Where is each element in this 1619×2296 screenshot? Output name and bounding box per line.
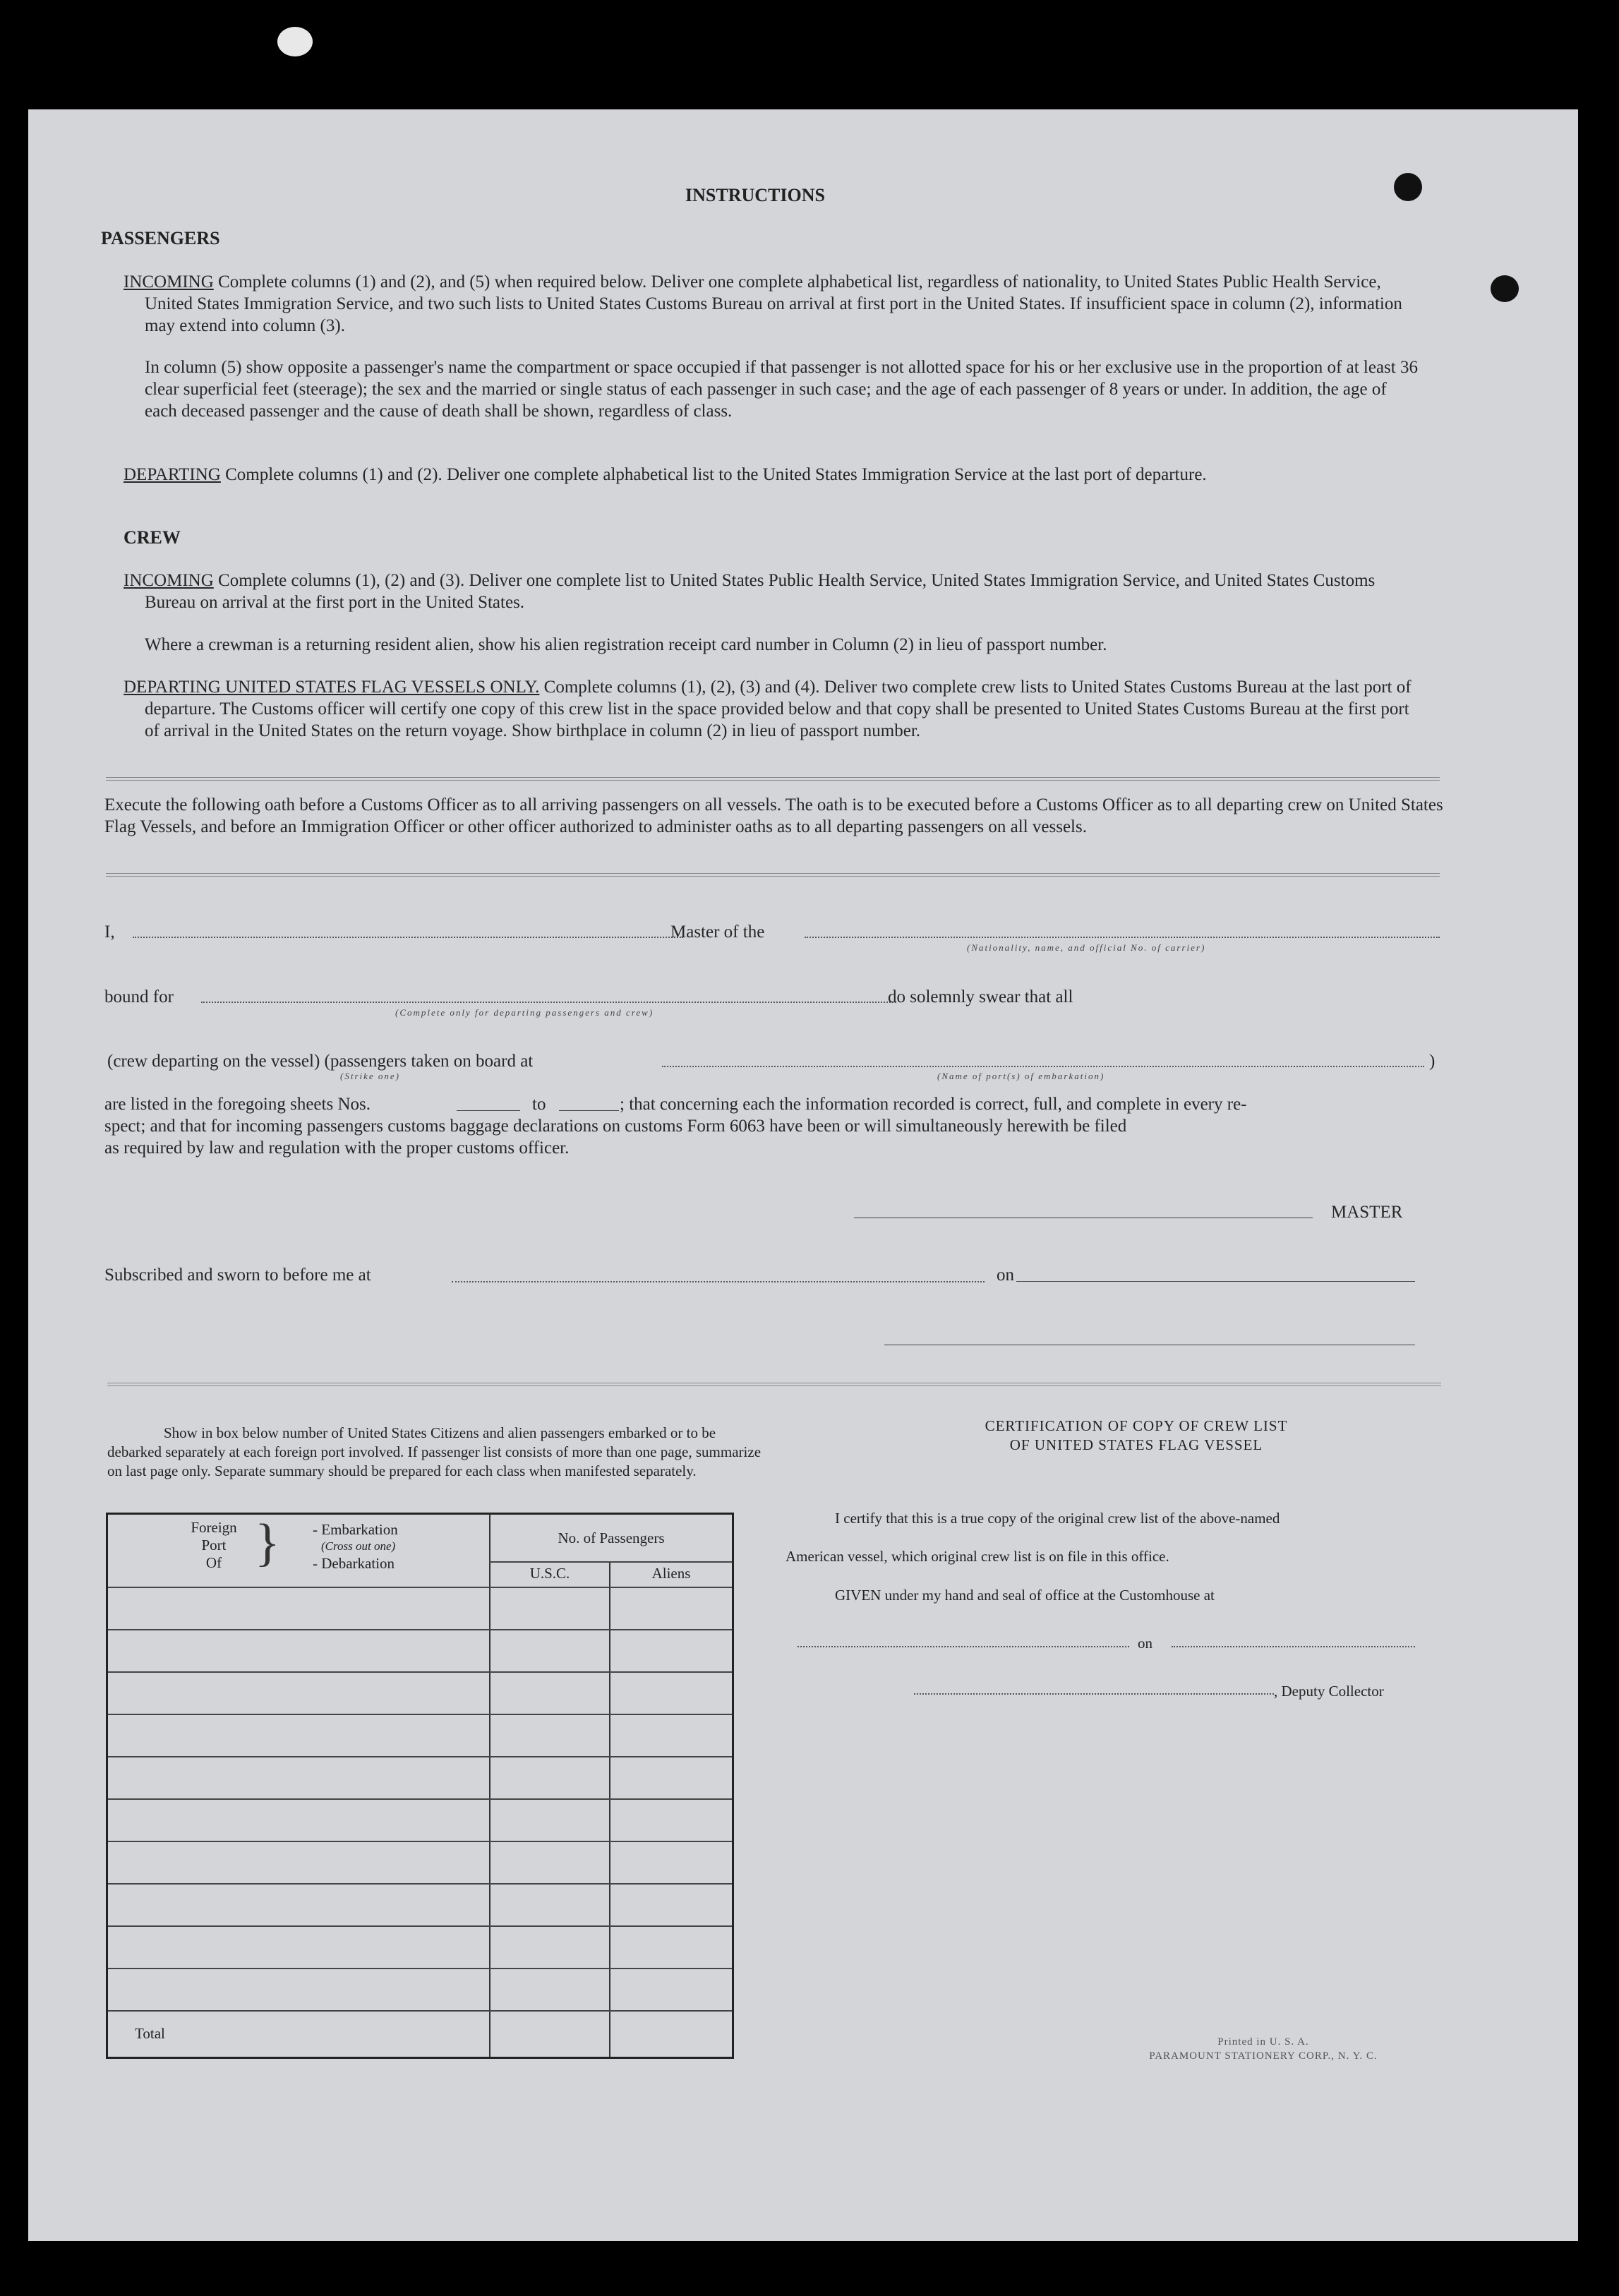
divider [106,873,1440,877]
deputy-signature-line[interactable] [914,1693,1274,1695]
passengers-incoming-text: Complete columns (1) and (2), and (5) when required below. Deliver one complete alphabetical list, regardless of nationality, to United States Public Health Service, United States Immigration Service, and two such lists to United States Customs Bureau on arrival at first port in the United States. If insufficient space in column (2), information may extend into column (3). [145,272,1402,335]
crew-alien-paragraph: Where a crewman is a returning resident alien, show his alien registration receipt card number in Column (2) in lieu of passport number. [145,635,1107,654]
table-row-line [108,1798,732,1800]
table-row-line [108,1756,732,1757]
passengers-departing-label: DEPARTING [124,465,221,484]
passengers-incoming-paragraph [124,271,1419,337]
divider [106,777,1440,781]
oath-line3: as required by law and regulation with the proper customs officer. [104,1138,570,1158]
certification-on-label: on [1138,1635,1152,1652]
table-row-line [108,1968,732,1969]
sheet-to-line[interactable] [559,1110,619,1111]
divider [107,1383,1441,1386]
printer-imprint: Printed in U. S. A. PARAMOUNT STATIONERY CORP., N. Y. C. [1149,2036,1378,2062]
table-row-line [108,1883,732,1885]
foreign-port-of: Foreign Port Of [191,1519,237,1571]
sheet-from-line[interactable] [457,1110,520,1111]
crew-passengers-label: (crew departing on the vessel) (passengers taken on board at [107,1052,534,1071]
crew-incoming-text: Complete columns (1), (2) and (3). Deliver one complete list to United States Public Health Service, United States Immigration Service, and United States Customs Bureau on arrival at the first port in the United States. [145,571,1376,612]
passengers-column5-paragraph: In column (5) show opposite a passenger's name the compartment or space occupied if that passenger is not allotted space for his or her exclusive use in the proportion of at least 36 clear superficial feet (steerage); the sex and the married or single status of each passenger in such case; and the age of each passenger of 8 years or under. In addition, the age of each deceased passenger and the cause of death shall be shown, regardless of class. [145,358,1418,421]
summary-instruction: Show in box below number of United States Citizens and alien passengers embarked or to be debarked separately at each foreign port involved. If passenger list consists of more than one page, summarize on last page only. Separate summary should be prepared for each class when manifested separately. [107,1424,762,1479]
embarkation-port-line[interactable] [662,1066,1424,1067]
carrier-line[interactable] [805,937,1440,938]
certification-line1: I certify that this is a true copy of the original crew list of the above-named [835,1510,1280,1527]
crew-departing-label: DEPARTING UNITED STATES FLAG VESSELS ONLY. [124,678,540,697]
bound-for-label: bound for [104,987,174,1006]
table-vline [609,1561,610,2057]
crew-departing-paragraph [124,676,1422,742]
table-hline [489,1561,732,1563]
subscribed-label: Subscribed and sworn to before me at [104,1266,371,1285]
embarkation-label: - Embarkation [313,1521,398,1538]
master-label: MASTER [1331,1203,1403,1222]
oath-line2: spect; and that for incoming passengers customs baggage declarations on customs Form 6063 have been or will simultaneously herewith be filed [104,1117,1127,1136]
table-vline [489,1515,490,2057]
table-row-line [108,1587,732,1588]
ink-spot [1491,275,1519,302]
subscribed-on-label: on [997,1266,1014,1285]
oath-instruction: Execute the following oath before a Customs Officer as to all arriving passengers on all vessels. The oath is to be executed before a Customs Officer as to all departing crew on United States Flag Vessels, and before an Immigration Officer or other officer authorized to administer oaths as to all departing passengers on all vessels. [104,795,1443,836]
sheets-rest: ; that concerning each the information recorded is correct, full, and complete in every re- [620,1095,1247,1114]
certification-line3: GIVEN under my hand and seal of office at the Customhouse at [835,1587,1215,1604]
brace-glyph: } [255,1514,280,1572]
subscribed-place-line[interactable] [452,1281,985,1282]
subscribed-date-line[interactable] [1016,1281,1415,1282]
strike-hint: (Strike one) [340,1071,401,1081]
table-row-line [108,1629,732,1630]
passengers-departing-paragraph [124,464,1419,486]
no-passengers-header: No. of Passengers [558,1529,665,1546]
cross-out-hint: (Cross out one) [321,1539,396,1553]
bound-hint: (Complete only for departing passengers and crew) [395,1007,654,1018]
punch-hole [277,27,313,56]
table-row-line [108,1671,732,1673]
to-label: to [532,1095,546,1114]
passengers-incoming-label: INCOMING [124,272,214,291]
page-title: INSTRUCTIONS [685,185,825,205]
debarkation-label: - Debarkation [313,1555,395,1572]
crew-heading: CREW [124,527,181,548]
table-row-line [108,1841,732,1842]
deputy-collector-label: , Deputy Collector [1274,1683,1384,1700]
table-row-line [108,1714,732,1715]
form-sheet [28,109,1578,2241]
total-label: Total [135,2025,165,2042]
close-paren: ) [1429,1052,1436,1071]
crew-incoming-label: INCOMING [124,571,214,590]
passengers-heading: PASSENGERS [101,228,220,248]
certification-date-line[interactable] [1172,1646,1415,1647]
port-hint: (Name of port(s) of embarkation) [937,1071,1105,1081]
certification-heading: CERTIFICATION OF COPY OF CREW LIST OF UNITED STATES FLAG VESSEL [985,1417,1288,1453]
nationality-hint: (Nationality, name, and official No. of carrier) [967,942,1206,953]
usc-header: U.S.C. [529,1565,570,1582]
swear-label: do solemnly swear that all [888,987,1073,1006]
customhouse-line[interactable] [798,1646,1129,1647]
table-row-line [108,2010,732,2012]
passengers-departing-text: Complete columns (1) and (2). Deliver one complete alphabetical list to the United States Immigration Service at the last port of departure. [220,465,1207,484]
master-of-label: Master of the [670,922,765,942]
bound-for-line[interactable] [201,1002,896,1003]
crew-departing-text: Complete columns (1), (2), (3) and (4). Deliver two complete crew lists to United States Customs Bureau at the last port of departure. The Customs officer will certify one copy of this crew list in the space provided below and that copy shall be presented to United States Customs Bureau at the first port of arrival in the United States on the return voyage. Show birthplace in column (2) in lieu of passport number. [145,678,1412,740]
sheets-label: are listed in the foregoing sheets Nos. [104,1095,371,1114]
table-row-line [108,1925,732,1927]
crew-incoming-paragraph [124,570,1422,613]
certification-line2: American vessel, which original crew list is on file in this office. [786,1548,1169,1565]
summary-table [106,1513,734,2059]
master-name-line[interactable] [133,937,683,938]
oath-i-label: I, [104,922,115,942]
aliens-header: Aliens [651,1565,691,1582]
